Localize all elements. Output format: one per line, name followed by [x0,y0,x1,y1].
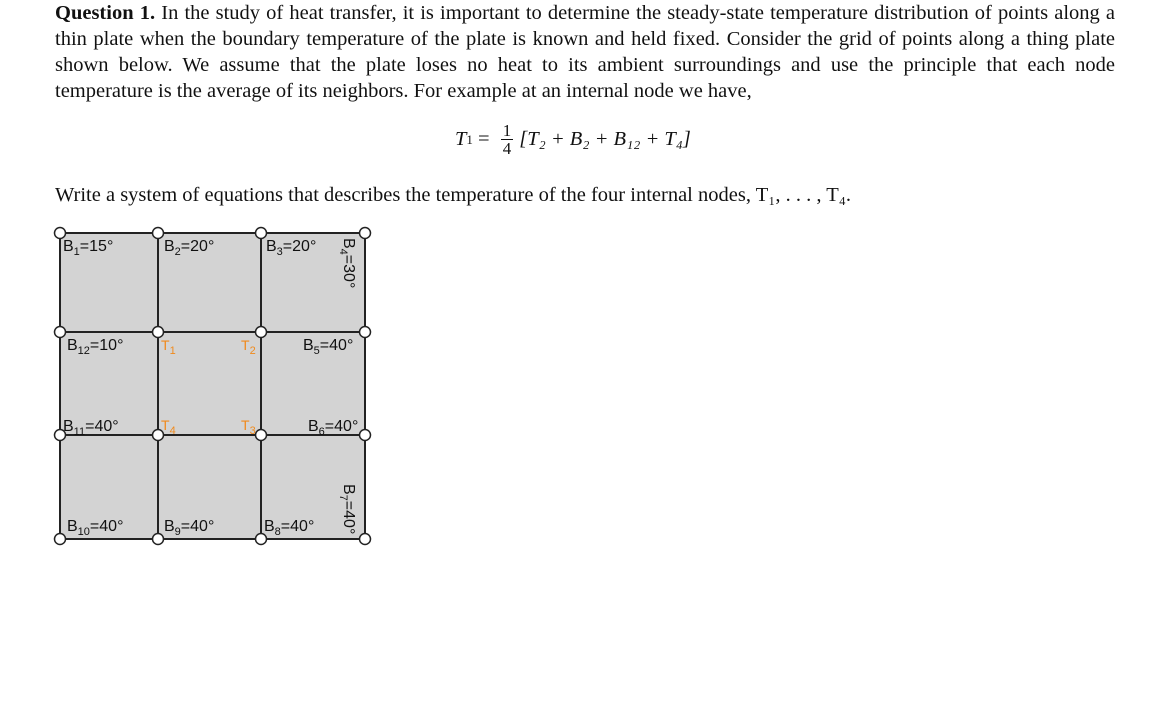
plate [60,233,365,539]
label-b4: $B_4=30^\circ$ [337,238,357,289]
grid-node [360,534,371,545]
label-b5: $B_5=40^\circ$ [303,337,354,357]
label-t1: $T_1$ [161,337,176,357]
grid-node [153,327,164,338]
grid-node [360,430,371,441]
label-b1: $B_1=15^\circ$ [63,238,114,258]
label-b10: $B_{10}=40^\circ$ [67,518,124,538]
question-body: In the study of heat transfer, it is important to determine the steady-state temperature distribution of points along a thin plate when the boundary temperature of the plate is known and held fixed. Consider the grid of points along a thing plate shown below. We assume that the plate loses no heat to its ambient surroundings and use the principle that each node temperature is the average of its neighbors. For example at an internal node we have, [55,2,1115,102]
label-b3: $B_3=20^\circ$ [266,238,317,258]
label-t2: $T_2$ [241,337,256,357]
eq-lhs: T [455,128,467,150]
eq-rhs: [T₂ + B₂ + B₁₂ + T₄] [519,128,691,150]
eq-num: 1 [502,121,512,140]
grid-node [256,228,267,239]
grid-node [153,534,164,545]
grid-node [256,534,267,545]
grid-node [55,534,66,545]
eq-den: 4 [502,139,512,158]
grid-node [55,327,66,338]
grid-node [55,228,66,239]
instruction-text: Write a system of equations that describes the temperature of the four internal nodes, T₁, . . . , T₄. [55,184,852,206]
eq-lhs-sub: 1 [466,131,473,147]
label-b9: $B_9=40^\circ$ [164,518,215,538]
label-b6: $B_6=40^\circ$ [308,418,359,438]
label-b2: $B_2=20^\circ$ [164,238,215,258]
label-b12: $B_{12}=10^\circ$ [67,337,124,357]
question-label: Question 1. [55,2,156,24]
label-b11: $B_{11}=40^\circ$ [63,418,119,438]
grid-node [360,327,371,338]
grid-node [256,327,267,338]
label-b7: $B_7=40^\circ$ [337,484,357,535]
grid-node [360,228,371,239]
grid-node [256,430,267,441]
grid-node [153,228,164,239]
label-t4: $T_4$ [161,417,176,437]
label-b8: $B_8=40^\circ$ [264,518,315,538]
eq-sign: = [472,128,495,150]
label-t3: $T_3$ [241,417,256,437]
